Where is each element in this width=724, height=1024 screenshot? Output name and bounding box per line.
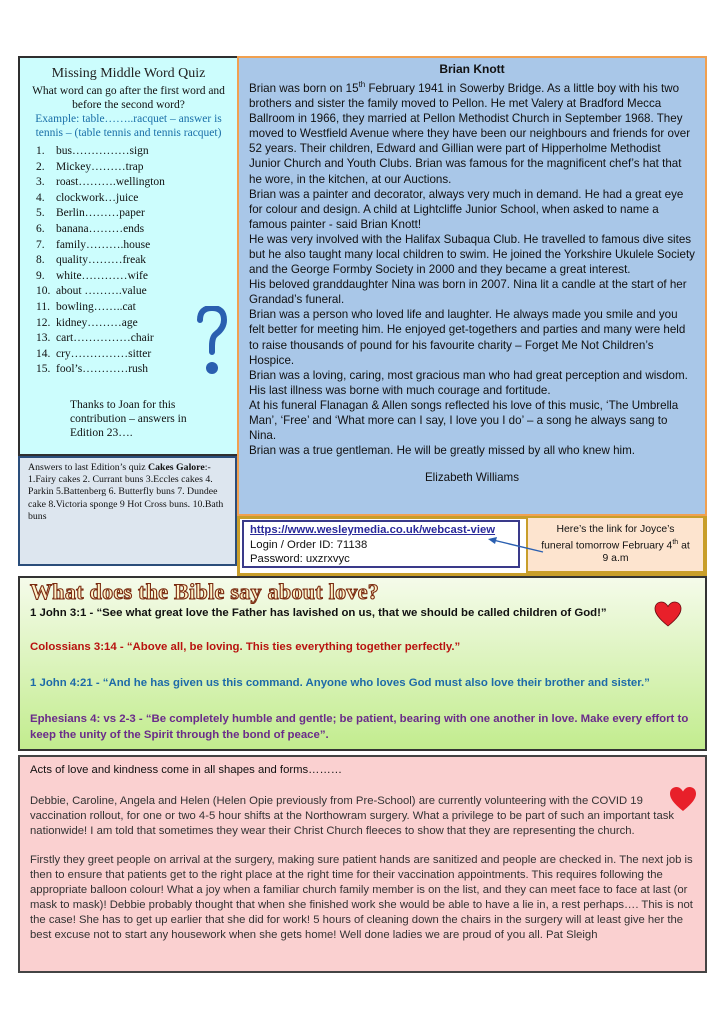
quiz-item: 8. quality………freak: [36, 254, 147, 267]
webcast-details: [242, 520, 520, 568]
quiz-item: 12. kidney………age: [36, 316, 138, 329]
quiz-item: 13. cart……………chair: [36, 332, 154, 345]
article-paragraph: He was very involved with the Halifax Subaqua Club. He travelled to famous dive sites but he also taught many local children to swim. He joined the Yorkshire Ukulele Society and the George Formby Society in 2000 and they became a great interest.: [249, 232, 695, 277]
webcast-link[interactable]: https://www.wesleymedia.co.uk/webcast-view: [250, 524, 496, 536]
brian-article: [237, 56, 707, 516]
article-paragraph: Brian was a loving, caring, most gracious man who had great perception and wisdom. His last illness was borne with much courage and fortitude.: [249, 368, 688, 397]
article-title: Brian Knott: [439, 62, 505, 76]
bible-box: [18, 576, 707, 751]
article-paragraph: Brian was a true gentleman. He will be greatly missed by all who knew him.: [249, 444, 635, 458]
heart-icon: [654, 601, 682, 627]
quiz-item: 5. Berlin………paper: [36, 207, 145, 220]
quiz-item: 9. white…………wife: [36, 269, 148, 282]
question-mark-icon: [196, 306, 228, 378]
article-paragraph: Brian was a person who loved life and laughter. He always made you smile and you felt better for meeting him. He enjoyed get-togethers and parties and many were held to raise thousands of pound for his favourite charity – Forget Me Not Children’s Hospice.: [249, 308, 686, 367]
answers-text: 1.Fairy cakes 2. Currant buns 3.Eccles cakes 4. Parkin 5.Battenberg 6. Butterfly buns 7. Dundee cake 8.Victoria sponge 9 Hot Cross buns. 10.Bath buns: [28, 474, 224, 522]
quiz-item: 14. cry……………sitter: [36, 347, 152, 360]
heart-icon: [669, 786, 697, 812]
quiz-item: 7. family……….house: [36, 238, 151, 251]
webcast-login: Login / Order ID: 71138: [250, 538, 368, 551]
quiz-item: 6. banana………ends: [36, 222, 145, 235]
answers-quiz-name: Cakes Galore: [148, 462, 205, 473]
article-paragraph: His beloved granddaughter Nina was born in 2007. Nina lit a candle at the start of her Grandad’s funeral.: [249, 278, 687, 307]
quiz-item: 11. bowling……..cat: [36, 300, 136, 313]
quiz-item: 10. about ……….value: [36, 285, 147, 298]
acts-title: Acts of love and kindness come in all shapes and forms………: [30, 764, 343, 776]
bible-verse: 1 John 4:21 - “And he has given us this command. Anyone who loves God must also love their brother and sister.”: [30, 677, 650, 689]
quiz-item: 1. bus……………sign: [36, 145, 149, 157]
answers-suffix: :-: [204, 462, 211, 473]
quiz-question: What word can go after the first word and before the second word?: [32, 85, 225, 111]
quiz-item: 3. roast……….wellington: [36, 176, 165, 189]
acts-box: [18, 755, 707, 973]
quiz-title: Missing Middle Word Quiz: [51, 66, 206, 81]
acts-paragraph: Debbie, Caroline, Angela and Helen (Helen Opie previously from Pre-School) are currently volunteering with the COVID 19 vaccination rollout, for one or two 4-5 hour shifts at the Northowram surgery. What a privilege to be part of such an important task nationwide! I am told that sometimes they wear their Christ Church fleeces to show that they are representing the church.: [30, 795, 675, 837]
article-paragraph: At his funeral Flanagan & Allen songs reflected his love of this music, ‘The Umbrella Man’, ‘Free’ and ‘What more can I say, I love you I do’ – a song he always sang to Nina.: [249, 398, 679, 443]
bible-title: What does the Bible say about love?: [30, 579, 380, 604]
arrow-icon: [485, 534, 545, 556]
acts-paragraph: Firstly they greet people on arrival at the surgery, making sure patient hands are sanitized and people are checked in. The next job is then to ensure that patients get to the right place at the right time for their vaccination appointments. This requires following the appropriate balloon colour! What a joy when a familiar church family member is on the list, and they can meet face to face at last (or mask to mask)! Debbie probably thought that when she finished work she would be able to have a lie in, a rest perhaps…. This is not the case! She has to get up earlier that she did for work! 5 hours of cleaning down the chairs in the surgery will at least give her the best excuse not to start any housework when she gets home! Well done ladies we are proud of you all. Pat Sleigh: [30, 854, 693, 941]
quiz-item: 2. Mickey………trap: [36, 160, 144, 173]
quiz-thanks: Thanks to Joan for this contribution – answers in Edition 23….: [70, 398, 187, 439]
bible-verse: 1 John 3:1 - “See what great love the Father has lavished on us, that we should be called children of God!”: [30, 607, 607, 619]
quiz-item: 15. fool’s…………rush: [36, 363, 148, 376]
quiz-item: 4. clockwork…juice: [36, 191, 139, 204]
webcast-note: Here’s the link for Joyce’s funeral tomorrow February 4th at 9 a.m: [526, 516, 705, 573]
article-paragraph: Brian was a painter and decorator, always very much in demand. He had a great eye for colour and design. A child at Lightcliffe Junior School, when asked to name a famous painter - said Brian Knott!: [249, 187, 684, 231]
quiz-box: [18, 56, 237, 456]
bible-verse: Ephesians 4: vs 2-3 - “Be completely humble and gentle; be patient, bearing with one another in love. Make every effort to keep the unity of the Spirit through the bond of peace”.: [30, 713, 689, 741]
article-author: Elizabeth Williams: [424, 471, 520, 485]
bible-verse: Colossians 3:14 - “Above all, be loving. This ties everything together perfectly.”: [30, 641, 461, 653]
article-paragraph: Brian was born on 15th February 1941 in Sowerby Bridge. As a little boy with his two brothers and sister the family moved to Pellon. He met Valery at Bradford Mecca Ballroom in 1966, they married at Pellon Methodist Church in September 1968. They moved to Westfield Avenue where they have been our neighbours and friends for over 52 years. Their children, Edward and Gillian were part of Hipperholme Methodist Junior Church and Youth Clubs. Brian was famous for the magnificent chef’s hat that he wore, in the kitchen, at our Auctions.: [249, 80, 691, 186]
webcast-password: Password: uxzrxvyc: [250, 553, 350, 566]
answers-box: [18, 456, 237, 566]
quiz-example: Example: table……..racquet – answer is tennis – (table tennis and tennis racquet): [35, 113, 222, 139]
answers-intro: Answers to last Edition’s quiz: [28, 462, 149, 473]
